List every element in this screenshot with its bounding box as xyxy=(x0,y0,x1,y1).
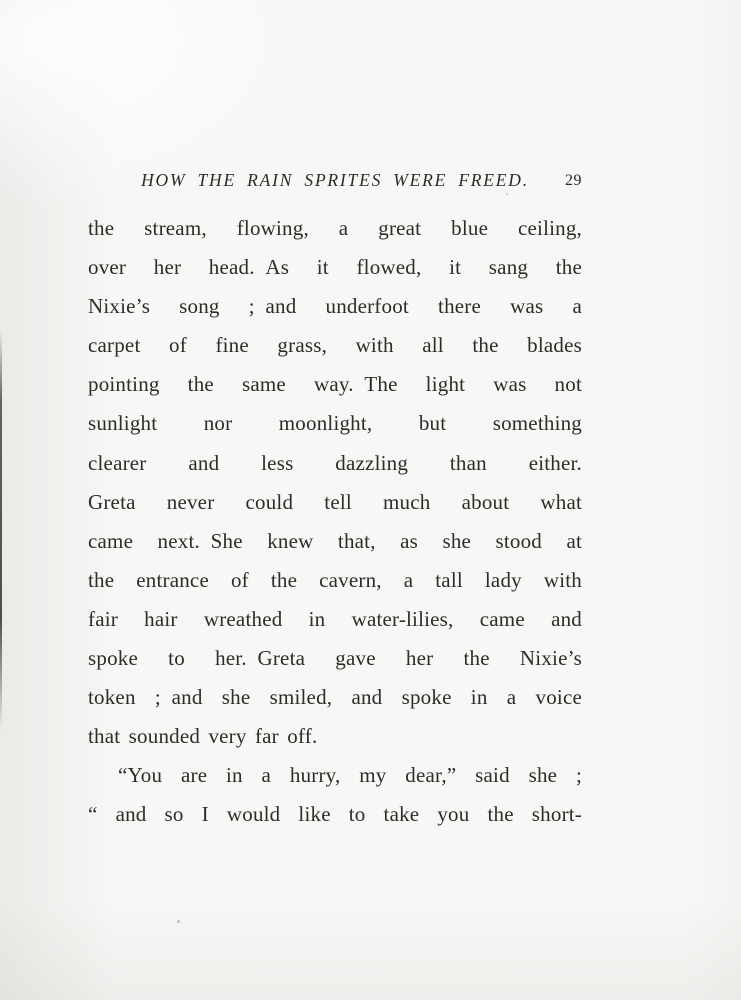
page-number: 29 xyxy=(565,172,582,189)
text-line: spoke to her. Greta gave her the Nixie’s xyxy=(88,646,582,671)
text-line: “ and so I would like to take you the short- xyxy=(88,802,582,827)
scan-edge-shadow xyxy=(0,330,2,730)
text-line: that sounded very far off. xyxy=(88,724,318,749)
page-header xyxy=(88,170,582,196)
body-text xyxy=(88,209,582,835)
text-line: pointing the same way. The light was not xyxy=(88,372,582,397)
text-line: over her head. As it flowed, it sang the xyxy=(88,255,582,280)
text-line: carpet of fine grass, with all the blades xyxy=(88,333,582,358)
text-line: fair hair wreathed in water-lilies, came and xyxy=(88,606,582,631)
text-line: Nixie’s song ; and underfoot there was a xyxy=(88,294,582,319)
text-line: the entrance of the cavern, a tall lady with xyxy=(88,567,582,592)
text-line: clearer and less dazzling than either. xyxy=(88,450,582,475)
chapter-title: HOW THE RAIN SPRITES WERE FREED. xyxy=(141,170,529,190)
text-line: “You are in a hurry, my dear,” said she ; xyxy=(118,763,582,788)
scan-speck xyxy=(177,920,180,923)
text-line: sunlight nor moonlight, but something xyxy=(88,411,582,436)
text-line: token ; and she smiled, and spoke in a voice xyxy=(88,685,582,710)
text-line: Greta never could tell much about what xyxy=(88,489,582,514)
text-line: came next. She knew that, as she stood at xyxy=(88,528,582,553)
text-line: the stream, flowing, a great blue ceiling, xyxy=(88,216,582,240)
